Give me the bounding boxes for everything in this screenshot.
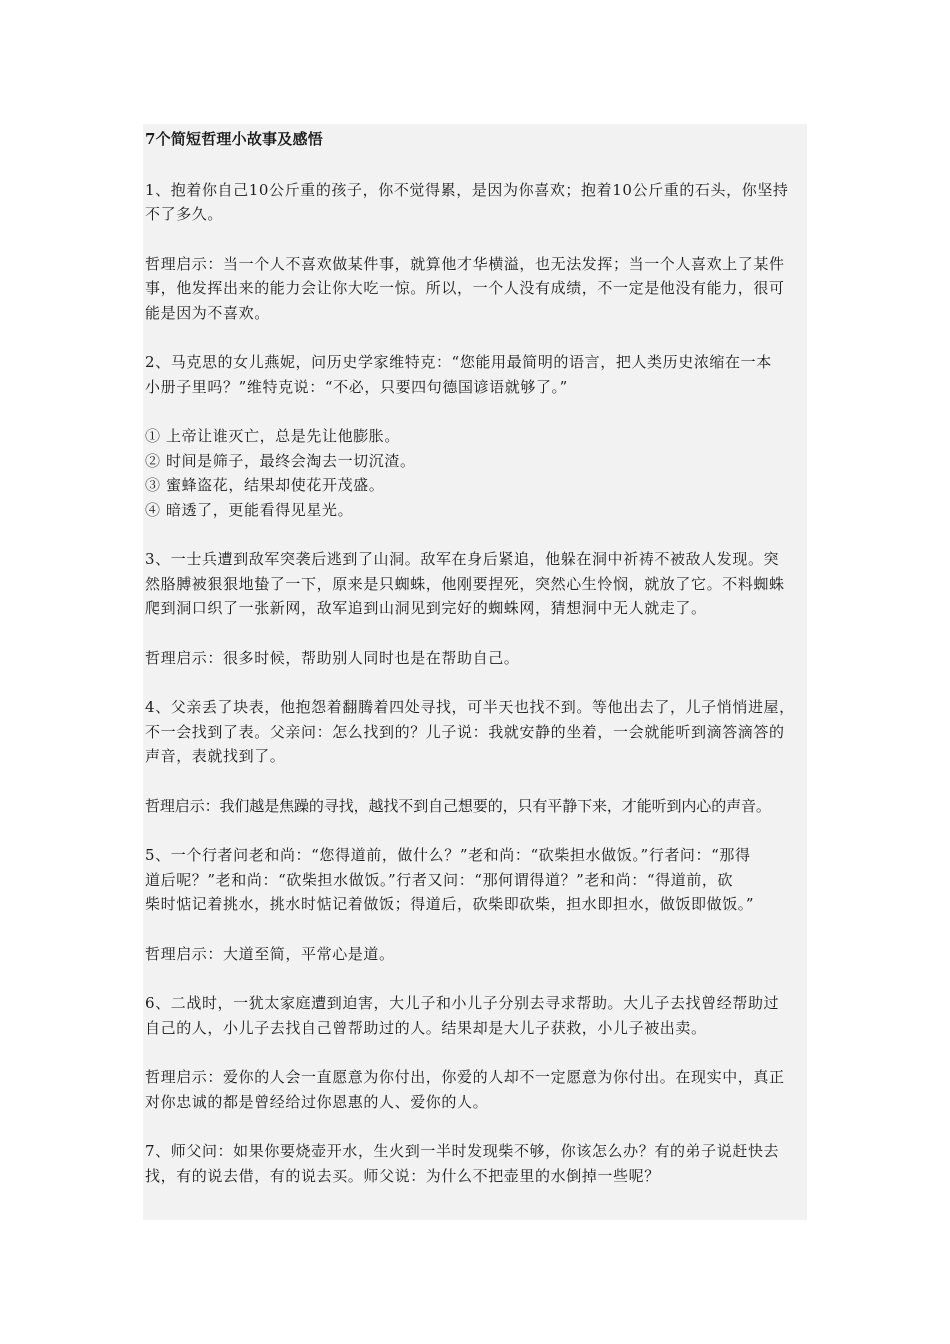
proverb-item: ① 上帝让谁灭亡，总是先让他膨胀。 [145, 427, 400, 445]
text-line: 不了多久。 [145, 205, 224, 223]
story-paragraph [145, 350, 809, 399]
proverb-item: ④ 暗透了，更能看得见星光。 [145, 500, 354, 519]
insight-paragraph [145, 252, 809, 326]
text-line: 对你忠诚的都是曾经给过你恩惠的人、爱你的人。 [145, 1092, 489, 1111]
proverb-list [145, 424, 809, 522]
document-title: 7个简短哲理小故事及感悟 [145, 130, 323, 148]
text-line: 5、一个行者问老和尚：“您得道前，做什么？”老和尚：“砍柴担水做饭。”行者问：“那得 [145, 846, 751, 864]
text-line: 哲理启示：爱你的人会一直愿意为你付出，你爱的人却不一定愿意为你付出。在现实中，真正 [145, 1068, 785, 1086]
text-line: 哲理启示：当一个人不喜欢做某件事，就算他才华横溢，也无法发挥；当一个人喜欢上了某件 [145, 254, 785, 273]
story-paragraph [145, 1139, 809, 1188]
text-line: 小册子里吗？”维特克说：“不必，只要四句德国谚语就够了。” [145, 377, 568, 396]
text-line: 哲理启示：大道至简，平常心是道。 [145, 944, 395, 963]
text-line: 能是因为不喜欢。 [145, 303, 270, 322]
text-line: 找，有的说去借，有的说去买。师父说：为什么不把壶里的水倒掉一些呢？ [145, 1166, 660, 1185]
text-line: 自己的人，小儿子去找自己曾帮助过的人。结果却是大儿子获救，小儿子被出卖。 [145, 1018, 707, 1037]
story-paragraph [145, 547, 809, 621]
text-line: 哲理启示：我们越是焦躁的寻找，越找不到自己想要的，只有平静下来，才能听到内心的声音。 [145, 796, 771, 815]
text-line: 声音，表就找到了。 [145, 747, 286, 765]
insight-paragraph [145, 794, 809, 819]
proverb-item: ③ 蜜蜂盗花，结果却使花开茂盛。 [145, 476, 385, 494]
text-line: 爬到洞口织了一张新网，敌军追到山洞见到完好的蜘蛛网，猜想洞中无人就走了。 [145, 599, 707, 617]
text-line: 然胳膊被狠狠地蛰了一下，原来是只蜘蛛，他刚要捏死，突然心生怜悯，就放了它。不料蜘蛛 [145, 574, 785, 593]
text-line: 道后呢？”老和尚：“砍柴担水做饭。”行者又问：“那何谓得道？”老和尚：“得道前，砍 [145, 870, 734, 889]
text-line: 不一会找到了表。父亲问：怎么找到的？儿子说：我就安静的坐着，一会就能听到滴答滴答的 [145, 722, 785, 741]
story-paragraph [145, 695, 809, 769]
story-paragraph [145, 178, 809, 227]
text-line: 6、二战时，一犹太家庭遭到迫害，大儿子和小儿子分别去寻求帮助。大儿子去找曾经帮助过 [145, 994, 780, 1012]
text-line: 1、抱着你自己10公斤重的孩子，你不觉得累，是因为你喜欢；抱着10公斤重的石头，你坚持 [145, 180, 789, 199]
text-line: 哲理启示：很多时候，帮助别人同时也是在帮助自己。 [145, 648, 520, 667]
insight-paragraph [145, 942, 809, 967]
story-paragraph [145, 843, 809, 917]
proverb-item: ② 时间是筛子，最终会淘去一切沉渣。 [145, 451, 416, 470]
text-line: 事，他发挥出来的能力会让你大吃一惊。所以，一个人没有成绩，不一定是他没有能力，很可 [145, 279, 785, 297]
text-line: 柴时惦记着挑水，挑水时惦记着做饭；得道后，砍柴即砍柴，担水即担水，做饭即做饭。” [145, 895, 755, 913]
insight-paragraph [145, 1065, 809, 1114]
insight-paragraph [145, 646, 809, 671]
document-content [145, 127, 809, 1213]
text-line: 2、马克思的女儿燕妮，问历史学家维特克：“您能用最简明的语言，把人类历史浓缩在一本 [145, 353, 772, 371]
text-line: 7、师父问：如果你要烧壶开水，生火到一半时发现柴不够，你该怎么办？有的弟子说赶快去 [145, 1142, 780, 1160]
text-line: 3、一士兵遭到敌军突袭后逃到了山洞。敌军在身后紧追，他躲在洞中祈祷不被敌人发现。突 [145, 550, 780, 568]
text-line: 4、父亲丢了块表，他抱怨着翻腾着四处寻找，可半天也找不到。等他出去了，儿子悄悄进屋， [145, 698, 795, 716]
story-paragraph [145, 991, 809, 1040]
